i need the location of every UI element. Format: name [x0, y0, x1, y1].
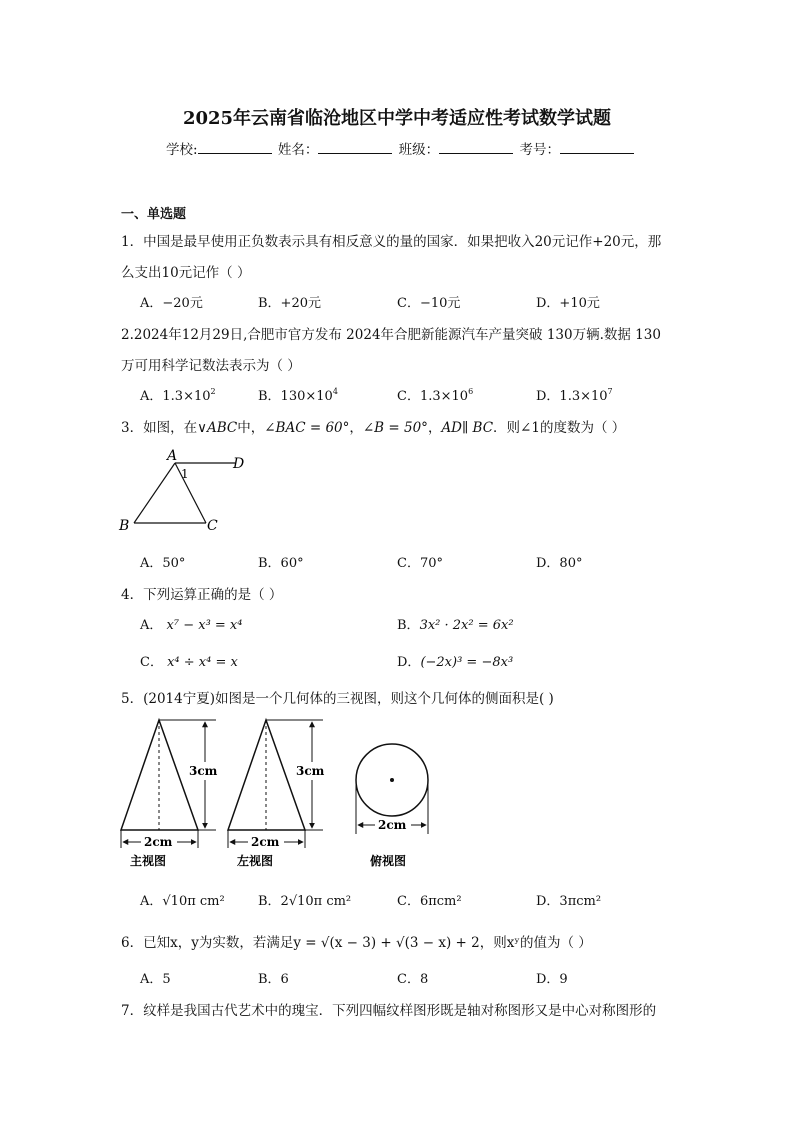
- class-label: 班级：: [398, 142, 440, 158]
- left-view: [228, 720, 331, 868]
- left-height-label: 3cm: [296, 764, 325, 778]
- q1-option-b: B．+20元: [258, 296, 321, 311]
- front-view-label: 主视图: [130, 854, 167, 868]
- q6-option-c: C．8: [397, 972, 429, 987]
- q3-stem: 3．如图，在∨ABC中，∠BAC = 60°，∠B = 50°，AD∥ BC．则∠1的度数为（ ）: [121, 420, 626, 436]
- left-width-label: 2cm: [251, 835, 280, 849]
- q2-line2: 万可用科学记数法表示为（ ）: [121, 358, 301, 374]
- q3-option-a: A．50°: [140, 556, 186, 571]
- line-ab: [134, 463, 175, 523]
- top-view-label: 俯视图: [370, 854, 407, 868]
- q1-line2: 么支出10元记作（ ）: [121, 265, 251, 281]
- q5-option-b: B．2√10π cm²: [258, 894, 352, 909]
- left-view-label: 左视图: [237, 854, 274, 868]
- q4-option-a: A． x⁷ − x³ = x⁴: [140, 618, 243, 633]
- q6-option-b: B．6: [258, 972, 289, 987]
- name-blank: [318, 141, 392, 154]
- class-blank: [439, 141, 513, 154]
- label-b: B: [119, 518, 130, 534]
- q3-option-b: B．60°: [258, 556, 304, 571]
- top-view: [356, 744, 428, 868]
- q2-option-d: D．$1.3\times 10^7$: [536, 387, 613, 404]
- section-heading: 一、单选题: [121, 207, 187, 222]
- q5-three-views-figure: [110, 712, 440, 874]
- q4-stem: 4．下列运算正确的是（ ）: [121, 587, 283, 603]
- q1-option-a: A．−20元: [140, 296, 203, 311]
- q2-option-c: C．$1.3\times 10^6$: [397, 387, 474, 404]
- q6-option-a: A．5: [140, 972, 171, 987]
- student-info-line: [166, 138, 636, 158]
- q2-option-a: A．$1.3\times 10^2$: [140, 387, 216, 404]
- q3-triangle-figure: [115, 446, 255, 538]
- q4-option-b: B．3x² · 2x² = 6x²: [397, 618, 514, 633]
- q1-line1: 1．中国是最早使用正负数表示具有相反意义的量的国家．如果把收入20元记作+20元，那: [121, 234, 662, 250]
- q1-option-d: D．+10元: [536, 296, 600, 311]
- front-view: [121, 720, 224, 868]
- q5-stem: 5．(2014宁夏)如图是一个几何体的三视图，则这个几何体的侧面积是( ): [121, 691, 554, 707]
- q2-line1: 2.2024年12月29日,合肥市官方发布 2024年合肥新能源汽车产量突破 130万辆.数据 130: [121, 327, 661, 343]
- label-c: C: [207, 518, 218, 534]
- q3-option-d: D．80°: [536, 556, 583, 571]
- q1-option-c: C．−10元: [397, 296, 461, 311]
- q6-stem: 6．已知x，y为实数，若满足y = √(x − 3) + √(3 − x) + 2，则xʸ的值为（ ）: [121, 935, 592, 951]
- school-label: 学校:: [166, 142, 198, 158]
- top-width-label: 2cm: [378, 818, 407, 832]
- q3-option-c: C．70°: [397, 556, 443, 571]
- exam-no-blank: [560, 141, 634, 154]
- q5-option-d: D．3πcm²: [536, 894, 602, 909]
- label-d: D: [233, 456, 245, 472]
- q7-line1: 7．纹样是我国古代艺术中的瑰宝．下列四幅纹样图形既是轴对称图形又是中心对称图形的: [121, 1003, 657, 1019]
- q4-option-d: D．(−2x)³ = −8x³: [397, 655, 514, 670]
- q6-option-d: D．9: [536, 972, 568, 987]
- label-angle-1: 1: [181, 467, 189, 481]
- q5-option-c: C．6πcm²: [397, 894, 462, 909]
- front-width-label: 2cm: [144, 835, 173, 849]
- school-blank: [198, 141, 272, 154]
- q2-option-b: B．$130\times 10^4$: [258, 387, 338, 404]
- label-a: A: [167, 448, 178, 464]
- exam-no-label: 考号：: [519, 142, 560, 158]
- page-title: 2025年云南省临沧地区中学中考适应性考试数学试题: [182, 108, 612, 129]
- q4-option-c: C． x⁴ ÷ x⁴ = x: [140, 655, 238, 670]
- line-ac: [175, 463, 206, 523]
- front-height-label: 3cm: [189, 764, 218, 778]
- name-label: 姓名：: [277, 142, 319, 158]
- q5-option-a: A．√10π cm²: [140, 894, 225, 909]
